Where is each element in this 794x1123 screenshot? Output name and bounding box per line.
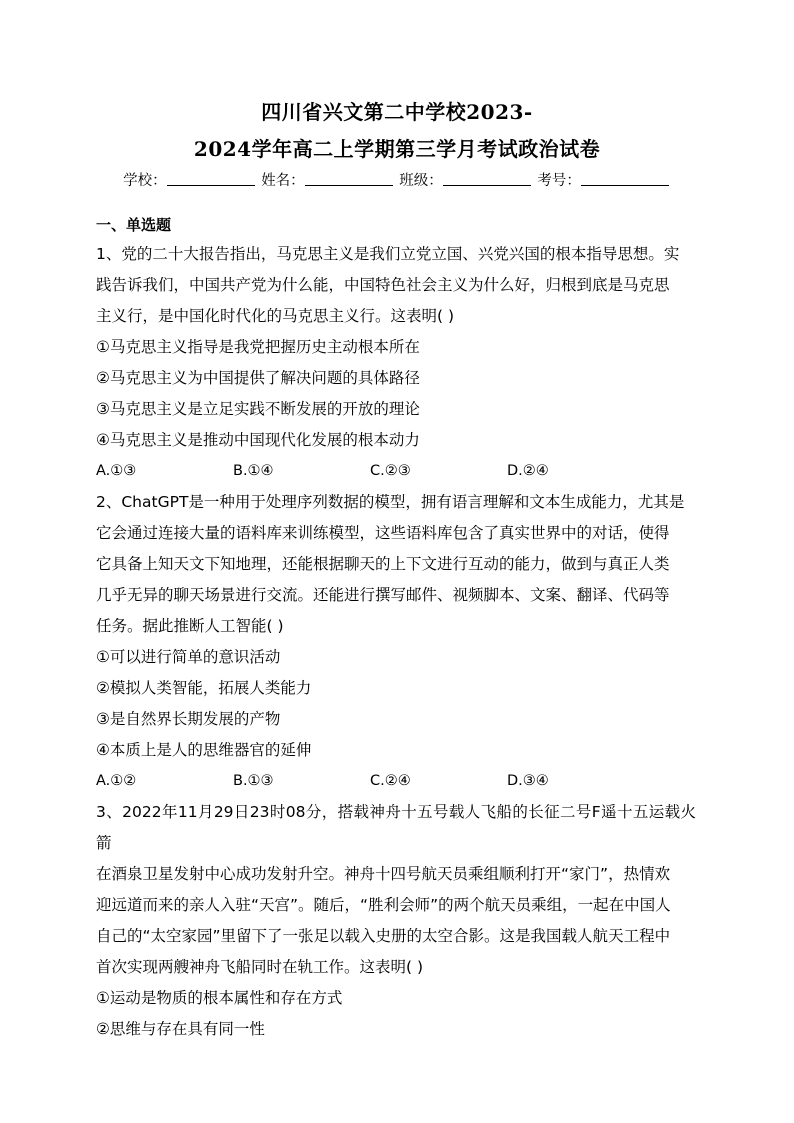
statement-option: ①马克思主义指导是我党把握历史主动根本所在 <box>96 338 420 356</box>
question-stem: 迎远道而来的亲人入驻“天宫”。随后，“胜利会师”的两个航天员乘组，一起在中国人 <box>96 896 671 914</box>
question-stem: 1、党的二十大报告指出，马克思主义是我们立党立国、兴党兴国的根本指导思想。实 <box>96 245 680 263</box>
statement-option: ①可以进行简单的意识活动 <box>96 648 281 666</box>
choice-a[interactable]: A.①③ <box>96 463 137 479</box>
school-blank[interactable] <box>167 171 255 186</box>
statement-option: ②马克思主义为中国提供了解决问题的具体路径 <box>96 369 420 387</box>
choice-d[interactable]: D.③④ <box>507 773 549 789</box>
class-blank[interactable] <box>443 171 531 186</box>
choice-c[interactable]: C.②③ <box>370 463 411 479</box>
choice-d[interactable]: D.②④ <box>507 463 549 479</box>
number-label: 考号： <box>537 173 581 189</box>
number-blank[interactable] <box>581 171 669 186</box>
name-label: 姓名： <box>261 173 305 189</box>
question-stem: 任务。据此推断人工智能( ) <box>96 617 284 635</box>
question-stem: 2、ChatGPT是一种用于处理序列数据的模型，拥有语言理解和文本生成能力，尤其是 <box>96 493 685 511</box>
question-3 <box>96 797 696 1045</box>
statement-option: ②模拟人类智能，拓展人类能力 <box>96 679 312 697</box>
answer-choices <box>96 766 696 797</box>
choice-b[interactable]: B.①④ <box>233 463 274 479</box>
question-stem: 它具备上知天文下知地理，还能根据聊天的上下文进行互动的能力，做到与真正人类 <box>96 555 670 573</box>
statement-option: ③马克思主义是立足实践不断发展的开放的理论 <box>96 400 420 418</box>
section-heading: 一、单选题 <box>96 216 172 234</box>
exam-title-line1: 四川省兴文第二中学校2023- <box>261 100 533 124</box>
question-1 <box>96 239 696 487</box>
question-stem: 主义行，是中国化时代化的马克思主义行。这表明( ) <box>96 307 455 325</box>
statement-option: ②思维与存在具有同一性 <box>96 1020 265 1038</box>
statement-option: ④本质上是人的思维器官的延伸 <box>96 741 312 759</box>
class-label: 班级： <box>399 173 443 189</box>
choice-c[interactable]: C.②④ <box>370 773 411 789</box>
choice-b[interactable]: B.①③ <box>233 773 274 789</box>
answer-choices <box>96 456 696 487</box>
question-stem: 它会通过连接大量的语料库来训练模型，这些语料库包含了真实世界中的对话，使得 <box>96 524 670 542</box>
exam-content <box>96 214 696 1045</box>
question-stem: 首次实现两艘神舟飞船同时在轨工作。这表明( ) <box>96 958 424 976</box>
choice-a[interactable]: A.①② <box>96 773 137 789</box>
statement-option: ①运动是物质的根本属性和存在方式 <box>96 989 343 1007</box>
statement-option: ③是自然界长期发展的产物 <box>96 710 281 728</box>
question-stem: 践告诉我们，中国共产党为什么能，中国特色社会主义为什么好，归根到底是马克思 <box>96 276 670 294</box>
statement-option: ④马克思主义是推动中国现代化发展的根本动力 <box>96 431 420 449</box>
exam-title-line2: 2024学年高二上学期第三学月考试政治试卷 <box>193 137 601 161</box>
question-stem: 几乎无异的聊天场景进行交流。还能进行撰写邮件、视频脚本、文案、翻译、代码等 <box>96 586 670 604</box>
question-stem: 在酒泉卫星发射中心成功发射升空。神舟十四号航天员乘组顺利打开“家门”，热情欢 <box>96 865 671 883</box>
student-info-line <box>0 171 794 191</box>
question-stem: 自己的“太空家园”里留下了一张足以载入史册的太空合影。这是我国载人航天工程中 <box>96 927 671 945</box>
question-2 <box>96 487 696 797</box>
name-blank[interactable] <box>305 171 393 186</box>
school-label: 学校： <box>123 173 167 189</box>
question-stem: 3、2022年11月29日23时08分，搭载神舟十五号载人飞船的长征二号F遥十五运载火箭 <box>96 803 696 852</box>
